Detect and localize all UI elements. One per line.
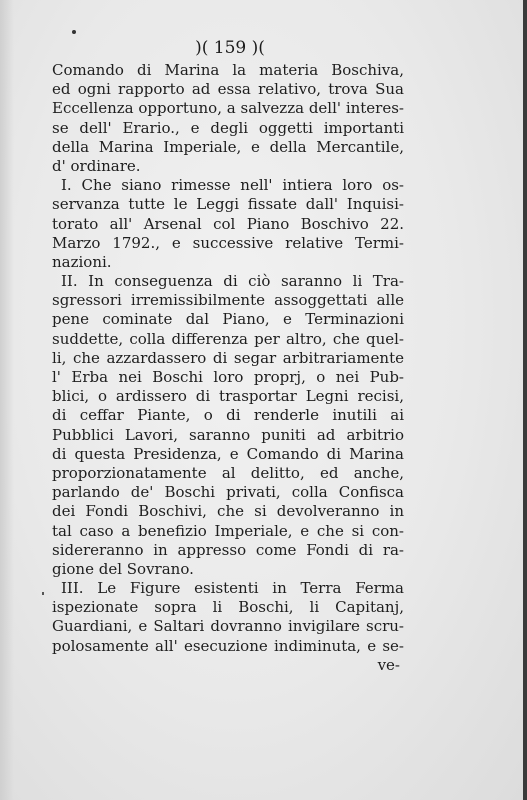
text-line: dei Fondi Boschivi, che si devolveranno in	[52, 502, 404, 521]
text-line: polosamente all' esecuzione indiminuta, e se-	[52, 636, 404, 655]
page-edge	[523, 0, 527, 800]
page-gutter-shadow	[0, 0, 14, 800]
text-line: di questa Presidenza, e Comando di Marina	[52, 444, 404, 463]
text-line: nazioni.	[52, 252, 112, 271]
text-line: Marzo 1792., e successive relative Termi-	[52, 233, 404, 252]
catchword: ve-	[377, 655, 400, 674]
text-line: se dell' Erario., e degli oggetti importanti	[52, 118, 404, 137]
text-line: III. Le Figure esistenti in Terra Ferma	[61, 579, 404, 598]
text-line: della Marina Imperiale, e della Mercantile,	[52, 137, 404, 156]
text-line: ed ogni rapporto ad essa relativo, trova Sua	[52, 80, 404, 99]
text-line: pene cominate dal Piano, e Terminazioni	[52, 310, 404, 329]
ink-speck	[72, 30, 76, 34]
page-number: )( 159 )(	[195, 38, 265, 58]
ink-speck	[42, 592, 44, 595]
text-line: servanza tutte le Leggi fissate dall' Inquisi-	[52, 195, 404, 214]
text-line: l' Erba nei Boschi loro proprj, o nei Pub-	[52, 368, 404, 386]
text-line: di ceffar Piante, o di renderle inutili ai	[52, 406, 404, 425]
text-line: li, che azzardassero di segar arbitrariamente	[52, 348, 404, 367]
text-line: Eccellenza opportuno, a salvezza dell' interes-	[52, 99, 404, 118]
text-line: blici, o ardissero di trasportar Legni recisi,	[52, 387, 404, 406]
text-line: tal caso a benefizio Imperiale, e che si con-	[52, 521, 404, 540]
text-line: II. In conseguenza di ciò saranno li Tra-	[61, 272, 404, 291]
text-line: Pubblici Lavori, saranno puniti ad arbitrio	[52, 425, 404, 444]
body-text	[52, 61, 404, 675]
text-line: Guardiani, e Saltari dovranno invigilare scru-	[52, 617, 404, 636]
text-line: parlando de' Boschi privati, colla Confisca	[52, 483, 404, 502]
text-line: ispezionate sopra li Boschi, li Capitanj,	[52, 598, 404, 617]
text-line: sgressori irremissibilmente assoggettati alle	[52, 291, 404, 310]
text-line: d' ordinare.	[52, 156, 141, 175]
text-line: torato all' Arsenal col Piano Boschivo 22.	[52, 214, 404, 233]
text-line: suddette, colla differenza per altro, che quel-	[52, 329, 404, 348]
text-line: sidereranno in appresso come Fondi di ra-	[52, 540, 404, 559]
text-line: proporzionatamente al delitto, ed anche,	[52, 463, 404, 482]
text-line: I. Che siano rimesse nell' intiera loro os-	[61, 176, 404, 195]
text-line: gione del Sovrano.	[52, 559, 194, 578]
text-line: Comando di Marina la materia Boschiva,	[52, 61, 404, 79]
